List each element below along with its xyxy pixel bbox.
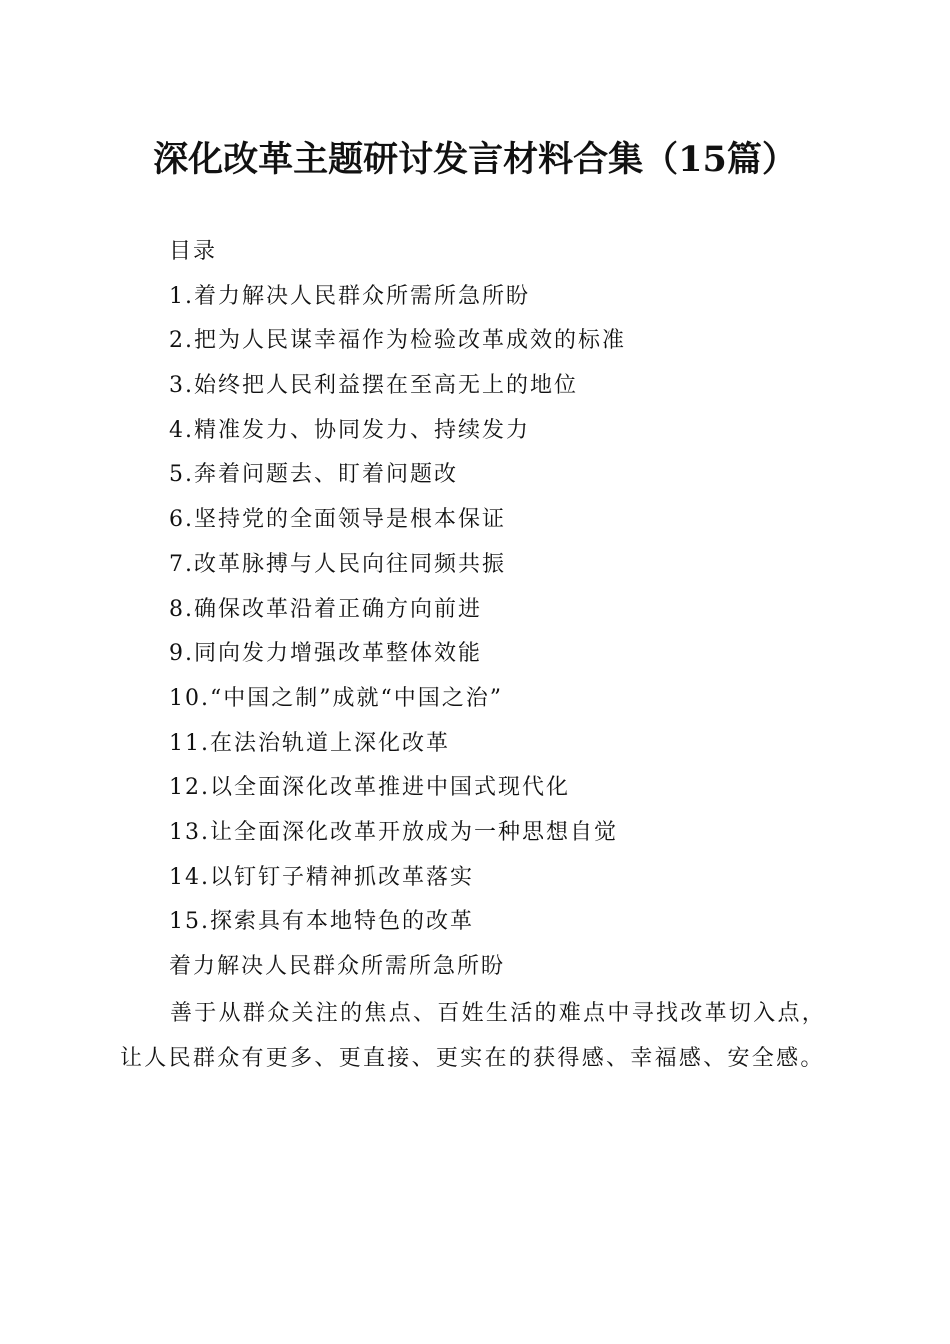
toc-item: 6.坚持党的全面领导是根本保证 [169, 507, 506, 533]
toc-item: 14.以钉钉子精神抓改革落实 [169, 864, 474, 890]
toc-item: 12.以全面深化改革推进中国式现代化 [169, 775, 570, 801]
toc-item: 10.“中国之制”成就“中国之治” [169, 685, 503, 711]
document-title: 深化改革主题研讨发言材料合集（15篇） [153, 139, 797, 180]
toc-item: 13.让全面深化改革开放成为一种思想自觉 [169, 819, 618, 845]
toc-item: 2.把为人民谋幸福作为检验改革成效的标准 [169, 328, 626, 354]
toc-item: 3.始终把人民利益摆在至高无上的地位 [169, 373, 578, 399]
toc-item: 1.着力解决人民群众所需所急所盼 [169, 283, 530, 309]
toc-item: 8.确保改革沿着正确方向前进 [169, 596, 482, 622]
section-heading: 着力解决人民群众所需所急所盼 [169, 954, 506, 979]
toc-item: 15.探索具有本地特色的改革 [169, 909, 474, 935]
toc-item: 7.改革脉搏与人民向往同频共振 [169, 551, 506, 577]
toc-item: 9.同向发力增强改革整体效能 [169, 641, 482, 667]
toc-heading: 目录 [169, 239, 218, 264]
table-of-contents [169, 230, 869, 990]
toc-item: 4.精准发力、协同发力、持续发力 [169, 417, 530, 443]
toc-item: 11.在法治轨道上深化改革 [169, 730, 450, 756]
toc-item: 5.奔着问题去、盯着问题改 [169, 462, 458, 488]
body-paragraph: 善于从群众关注的焦点、百姓生活的难点中寻找改革切入点，让人民群众有更多、更直接、更实在的获得感、幸福感、安全感。 [120, 1001, 827, 1071]
